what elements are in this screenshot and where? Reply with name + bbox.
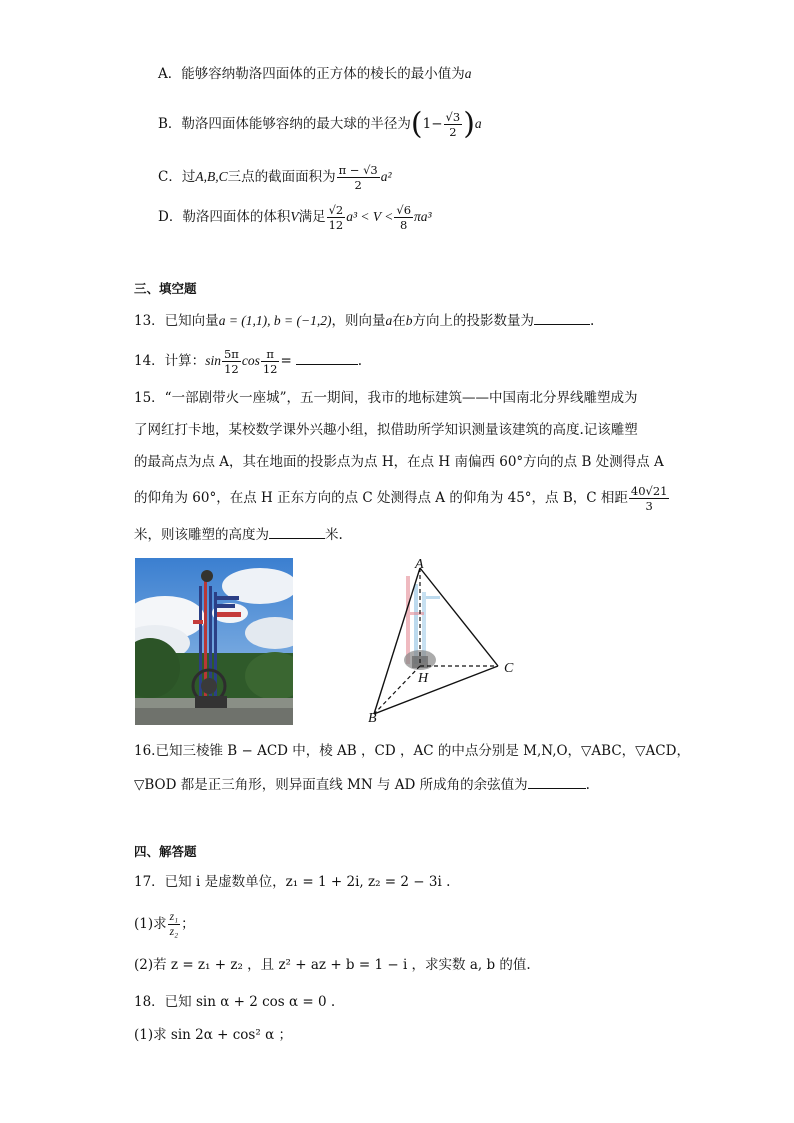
answer-blank-15[interactable] [269,524,325,539]
question-16-line2: ▽BOD 都是正三角形，则异面直线 MN 与 AD 所成角的余弦值为 . [134,774,590,795]
answer-blank-16[interactable] [528,774,586,789]
option-c: C．过A,B,C三点的截面面积为 $\frac{\pi - √3}{2}$ a² [158,163,392,192]
question-16-line1: 16.已知三棱锥 B − ACD 中，棱 AB ，CD ，AC 的中点分别是 M,N,O，▽ABC，▽ACD， [134,743,690,759]
question-18-part1: (1)求 sin 2α + cos² α ； [134,1027,292,1043]
question-15-line3: 的最高点为点 A，其在地面的投影点为点 H，在点 H 南偏西 60°方向的点 B 处测得点 A [134,454,664,470]
point-h-label: H [418,671,429,686]
answer-blank-13[interactable] [534,310,590,325]
question-15-line2: 了网红打卡地，某校数学课外兴趣小组，拟借助所学知识测量该建筑的高度.记该雕塑 [134,422,638,438]
option-a: A．能够容纳勒洛四面体的正方体的棱长的最小值为a [158,66,472,82]
question-13: 13．已知向量a = (1,1), b = (−1,2)，则向量a在b方向上的投影数量为 . [134,310,594,331]
z-ratio-fraction: $\frac{\text{z₁}}{\text{z₂}}$ [169,911,179,938]
section-fill-in-title: 三、填空题 [134,281,197,296]
tetrahedron-diagram [360,556,530,728]
distance-fraction: $\frac{40√21}{3}$ [630,484,668,513]
question-15-line5: 米，则该雕塑的高度为 米. [134,524,343,545]
sin-arg-fraction: $\frac{5\pi}{12}$ [223,347,239,376]
point-c-label: C [504,661,514,676]
sculpture-photo [135,558,293,725]
question-17-part2: (2)若 z = z₁ + z₂ ，且 z² + az + b = 1 − i ，求实数 a, b 的值. [134,957,531,973]
question-17-part1: (1)求 $\frac{\text{z₁}}{\text{z₂}}$ ； [134,911,195,938]
question-18: 18．已知 sin α + 2 cos α = 0 . [134,994,336,1010]
option-d: D．勒洛四面体的体积V满足 $\frac{√2}{12}$ a³ < V < $\frac{√6}{8}$ πa³ [158,203,432,232]
answer-blank-14[interactable] [296,350,358,365]
question-17: 17．已知 i 是虚数单位，z₁ = 1 + 2i, z₂ = 2 − 3i . [134,874,451,890]
option-b: B．勒洛四面体能够容纳的最大球的半径为(1− $\frac{√3}{2}$ )a [158,106,482,142]
lower-bound-fraction: $\frac{√2}{12}$ [328,203,344,232]
area-fraction: $\frac{\pi - √3}{2}$ [338,163,378,192]
upper-bound-fraction: $\frac{√6}{8}$ [396,203,412,232]
section-solutions-title: 四、解答题 [134,844,197,859]
point-b-label: B [368,711,377,726]
cos-arg-fraction: $\frac{\pi}{12}$ [262,347,278,376]
question-15-line4: 的仰角为 60°，在点 H 正东方向的点 C 处测得点 A 的仰角为 45°，点 B，C 相距 $\frac{40√21}{3}$ [134,484,668,513]
point-a-label: A [415,557,424,572]
question-15-line1: 15．“一部剧带火一座城”，五一期间，我市的地标建筑——中国南北分界线雕塑成为 [134,390,638,406]
radius-fraction: $\frac{√3}{2}$ [445,110,461,139]
question-14: 14．计算：sin $\frac{5\pi}{12}$ cos $\frac{\pi}{12}$ = . [134,347,363,376]
